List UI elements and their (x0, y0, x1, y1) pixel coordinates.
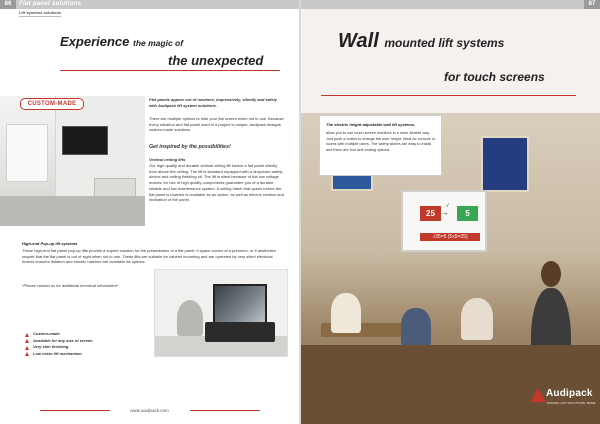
headline-small: mounted lift systems (384, 36, 505, 50)
paragraph-options: There are multiple options to hide your flat screen when not in use. Because every situation and flat panel used in a project is unique, Audipack designs custom-made solutions. (149, 116, 284, 133)
inspired-heading: Get inspired by the possibilities! (149, 144, 231, 150)
info-box-title: The electric height adjustable wall lift systems, (326, 122, 416, 127)
room-floor (0, 196, 145, 226)
logo-triangle-icon (530, 388, 546, 402)
list-item: Low noise lift mechanism (25, 351, 93, 358)
section-title: Flat panel solutions (19, 1, 82, 7)
headline-line1 (60, 34, 183, 49)
intro-text: Flat panels appear out of nowhere, impressively, silently and safely with Audipack lift system solutions. (149, 97, 277, 108)
touch-screen (401, 190, 487, 252)
logo-text: Audipack (546, 388, 593, 399)
header-bar (0, 0, 299, 9)
board-number: 5 (457, 206, 478, 221)
list-item: Very slim finishing (25, 344, 93, 351)
vertical-lift-title: Vertical ceiling lifts (149, 157, 186, 162)
list-item: Available for any size of screen (25, 338, 93, 345)
contact-note: *Please contact us for additional technical information* (22, 283, 119, 288)
paragraph-vertical-lift: Our high quality and durable vertical ceiling lift lowers a flat panel silently from above the ceiling. The lift is standard equipped with a dropdown safety device and ceiling finishing kit. The lift is silent because of the low voltage motors; for use of high quality components guarantee you of a durable, reliable and low maintenance system. A ceiling hatch that opens before the flat panel is lowered is available as an option, as well as electric rotation and inclination of the panel. (149, 163, 284, 203)
student-figure (461, 298, 493, 340)
bullet-triangle-icon (25, 333, 29, 337)
ceiling-lift-tv (62, 126, 108, 155)
headline-divider (321, 95, 576, 96)
room-window (6, 124, 48, 182)
header-bar (301, 0, 600, 9)
board-number: 25 (420, 206, 441, 221)
headline-small: the magic of (133, 38, 184, 48)
list-item: Custom-made (25, 331, 93, 338)
page-number: 87 (584, 0, 600, 9)
headline-line2: for touch screens (444, 70, 545, 84)
page-number: 86 (0, 0, 16, 9)
feature-list (25, 331, 93, 357)
footer-url[interactable]: www.audipack.com (130, 408, 169, 413)
bullet-triangle-icon (25, 346, 29, 350)
popup-text: These high-end flat panel pop-up lifts provide a superb solution for the presentation of a flat panel, if space comes at a premium, or if aesthetics require that the flat panel is out of sight when not in use. These lifts are suitable for cabinet mounting and are operated by very silent electrical motors ensures flotation and electric hatches are available as options. (22, 248, 276, 265)
room-photo (0, 96, 145, 226)
arrow-icon: → (441, 208, 449, 217)
popup-title: High-end Pop-up lift systems (22, 241, 78, 246)
photo-chair (177, 300, 203, 336)
photo-cabinet (205, 322, 275, 342)
bullet-triangle-icon (25, 352, 29, 356)
subsection-title: Lift systems solutions (19, 10, 62, 15)
bullet-triangle-icon (25, 339, 29, 343)
right-page (301, 0, 600, 424)
info-box-text: allow you to use touch screen monitors in a more flexible way. Just push a button to change the user height. Ideal for schools or rooms with multiple users. The safety sliders are easy to install and there are four anti-ending options. (326, 131, 436, 152)
brand-logo (530, 385, 596, 411)
left-page (0, 0, 299, 424)
popup-lift-photo (154, 269, 288, 357)
photo-screen (213, 284, 267, 324)
student-figure (401, 308, 431, 346)
board-equation: √25=5 (5x5=25) (420, 233, 480, 241)
info-box (319, 115, 442, 176)
headline-word: Experience (60, 34, 130, 49)
teacher-head (541, 261, 561, 287)
headline-line2: the unexpected (168, 53, 264, 68)
headline-divider (60, 70, 280, 71)
sqrt-symbol: √ (446, 203, 449, 209)
headline-word: Wall (338, 30, 379, 52)
logo-tagline: STANDS. LIFT SOLUTIONS. MORE (547, 401, 596, 405)
wall-poster (481, 136, 529, 192)
custom-made-badge: CUSTOM-MADE (20, 98, 84, 110)
headline-line1 (338, 30, 504, 53)
student-figure (331, 293, 361, 333)
